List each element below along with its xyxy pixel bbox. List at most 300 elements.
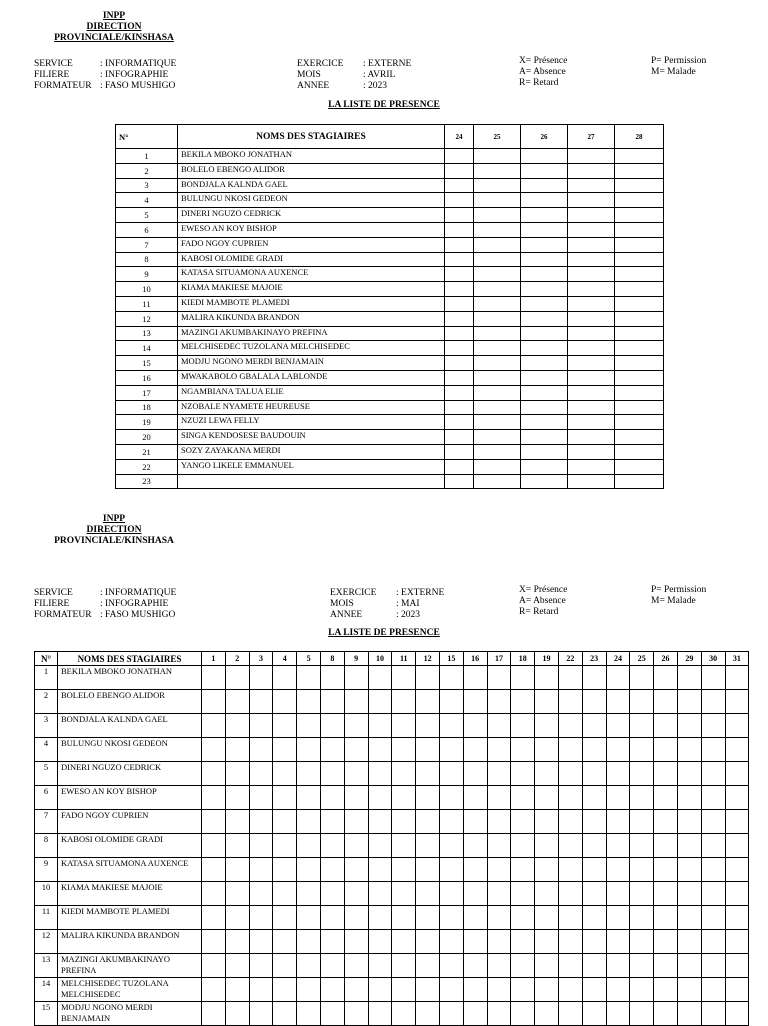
attendance-cell[interactable]	[568, 311, 615, 326]
attendance-cell[interactable]	[677, 882, 701, 906]
attendance-cell[interactable]	[273, 954, 297, 978]
attendance-cell[interactable]	[368, 906, 392, 930]
attendance-cell[interactable]	[445, 267, 474, 282]
attendance-cell[interactable]	[630, 666, 654, 690]
attendance-cell[interactable]	[511, 978, 535, 1002]
attendance-cell[interactable]	[558, 954, 582, 978]
attendance-cell[interactable]	[535, 906, 559, 930]
attendance-cell[interactable]	[225, 834, 249, 858]
attendance-cell[interactable]	[701, 858, 725, 882]
attendance-cell[interactable]	[568, 222, 615, 237]
attendance-cell[interactable]	[249, 930, 273, 954]
attendance-cell[interactable]	[606, 810, 630, 834]
attendance-cell[interactable]	[474, 296, 521, 311]
attendance-cell[interactable]	[416, 666, 440, 690]
attendance-cell[interactable]	[568, 356, 615, 371]
attendance-cell[interactable]	[701, 978, 725, 1002]
attendance-cell[interactable]	[701, 666, 725, 690]
attendance-cell[interactable]	[558, 786, 582, 810]
attendance-cell[interactable]	[568, 193, 615, 208]
attendance-cell[interactable]	[615, 415, 664, 430]
attendance-cell[interactable]	[368, 738, 392, 762]
attendance-cell[interactable]	[344, 882, 368, 906]
attendance-cell[interactable]	[558, 906, 582, 930]
attendance-cell[interactable]	[273, 858, 297, 882]
attendance-cell[interactable]	[474, 415, 521, 430]
attendance-cell[interactable]	[521, 222, 568, 237]
attendance-cell[interactable]	[606, 978, 630, 1002]
attendance-cell[interactable]	[535, 810, 559, 834]
attendance-cell[interactable]	[445, 356, 474, 371]
attendance-cell[interactable]	[368, 882, 392, 906]
attendance-cell[interactable]	[474, 237, 521, 252]
attendance-cell[interactable]	[463, 930, 487, 954]
attendance-cell[interactable]	[392, 978, 416, 1002]
attendance-cell[interactable]	[725, 762, 749, 786]
attendance-cell[interactable]	[416, 690, 440, 714]
attendance-cell[interactable]	[630, 906, 654, 930]
attendance-cell[interactable]	[202, 882, 226, 906]
attendance-cell[interactable]	[630, 690, 654, 714]
attendance-cell[interactable]	[368, 930, 392, 954]
attendance-cell[interactable]	[225, 666, 249, 690]
attendance-cell[interactable]	[273, 762, 297, 786]
attendance-cell[interactable]	[521, 430, 568, 445]
attendance-cell[interactable]	[344, 810, 368, 834]
attendance-cell[interactable]	[249, 978, 273, 1002]
attendance-cell[interactable]	[654, 714, 678, 738]
attendance-cell[interactable]	[320, 882, 344, 906]
attendance-cell[interactable]	[677, 810, 701, 834]
attendance-cell[interactable]	[677, 714, 701, 738]
attendance-cell[interactable]	[725, 738, 749, 762]
attendance-cell[interactable]	[320, 834, 344, 858]
attendance-cell[interactable]	[568, 370, 615, 385]
attendance-cell[interactable]	[487, 762, 511, 786]
attendance-cell[interactable]	[606, 786, 630, 810]
attendance-cell[interactable]	[568, 149, 615, 164]
attendance-cell[interactable]	[606, 690, 630, 714]
attendance-cell[interactable]	[521, 252, 568, 267]
attendance-cell[interactable]	[654, 882, 678, 906]
attendance-cell[interactable]	[392, 930, 416, 954]
attendance-cell[interactable]	[487, 666, 511, 690]
attendance-cell[interactable]	[630, 738, 654, 762]
attendance-cell[interactable]	[439, 882, 463, 906]
attendance-cell[interactable]	[225, 1002, 249, 1026]
attendance-cell[interactable]	[474, 222, 521, 237]
attendance-cell[interactable]	[474, 149, 521, 164]
attendance-cell[interactable]	[320, 906, 344, 930]
attendance-cell[interactable]	[297, 930, 321, 954]
attendance-cell[interactable]	[487, 954, 511, 978]
attendance-cell[interactable]	[439, 858, 463, 882]
attendance-cell[interactable]	[654, 690, 678, 714]
attendance-cell[interactable]	[568, 296, 615, 311]
attendance-cell[interactable]	[701, 714, 725, 738]
attendance-cell[interactable]	[701, 690, 725, 714]
attendance-cell[interactable]	[249, 666, 273, 690]
attendance-cell[interactable]	[511, 930, 535, 954]
attendance-cell[interactable]	[511, 786, 535, 810]
attendance-cell[interactable]	[630, 834, 654, 858]
attendance-cell[interactable]	[225, 810, 249, 834]
attendance-cell[interactable]	[344, 738, 368, 762]
attendance-cell[interactable]	[474, 163, 521, 178]
attendance-cell[interactable]	[568, 415, 615, 430]
attendance-cell[interactable]	[463, 1002, 487, 1026]
attendance-cell[interactable]	[511, 666, 535, 690]
attendance-cell[interactable]	[725, 810, 749, 834]
attendance-cell[interactable]	[392, 810, 416, 834]
attendance-cell[interactable]	[582, 930, 606, 954]
attendance-cell[interactable]	[568, 474, 615, 489]
attendance-cell[interactable]	[320, 690, 344, 714]
attendance-cell[interactable]	[474, 370, 521, 385]
attendance-cell[interactable]	[273, 930, 297, 954]
attendance-cell[interactable]	[615, 178, 664, 193]
attendance-cell[interactable]	[439, 1002, 463, 1026]
attendance-cell[interactable]	[725, 978, 749, 1002]
attendance-cell[interactable]	[474, 326, 521, 341]
attendance-cell[interactable]	[273, 810, 297, 834]
attendance-cell[interactable]	[297, 978, 321, 1002]
attendance-cell[interactable]	[582, 954, 606, 978]
attendance-cell[interactable]	[202, 954, 226, 978]
attendance-cell[interactable]	[416, 786, 440, 810]
attendance-cell[interactable]	[202, 738, 226, 762]
attendance-cell[interactable]	[416, 978, 440, 1002]
attendance-cell[interactable]	[297, 714, 321, 738]
attendance-cell[interactable]	[568, 208, 615, 223]
attendance-cell[interactable]	[249, 858, 273, 882]
attendance-cell[interactable]	[568, 267, 615, 282]
attendance-cell[interactable]	[630, 978, 654, 1002]
attendance-cell[interactable]	[630, 858, 654, 882]
attendance-cell[interactable]	[202, 930, 226, 954]
attendance-cell[interactable]	[445, 296, 474, 311]
attendance-cell[interactable]	[320, 954, 344, 978]
attendance-cell[interactable]	[487, 882, 511, 906]
attendance-cell[interactable]	[474, 430, 521, 445]
attendance-cell[interactable]	[297, 690, 321, 714]
attendance-cell[interactable]	[320, 714, 344, 738]
attendance-cell[interactable]	[558, 1002, 582, 1026]
attendance-cell[interactable]	[344, 834, 368, 858]
attendance-cell[interactable]	[558, 810, 582, 834]
attendance-cell[interactable]	[535, 690, 559, 714]
attendance-cell[interactable]	[320, 978, 344, 1002]
attendance-cell[interactable]	[392, 882, 416, 906]
attendance-cell[interactable]	[677, 762, 701, 786]
attendance-cell[interactable]	[416, 738, 440, 762]
attendance-cell[interactable]	[249, 834, 273, 858]
attendance-cell[interactable]	[474, 444, 521, 459]
attendance-cell[interactable]	[392, 954, 416, 978]
attendance-cell[interactable]	[297, 882, 321, 906]
attendance-cell[interactable]	[511, 690, 535, 714]
attendance-cell[interactable]	[297, 666, 321, 690]
attendance-cell[interactable]	[474, 208, 521, 223]
attendance-cell[interactable]	[654, 930, 678, 954]
attendance-cell[interactable]	[615, 430, 664, 445]
attendance-cell[interactable]	[521, 149, 568, 164]
attendance-cell[interactable]	[320, 666, 344, 690]
attendance-cell[interactable]	[225, 882, 249, 906]
attendance-cell[interactable]	[416, 810, 440, 834]
attendance-cell[interactable]	[535, 666, 559, 690]
attendance-cell[interactable]	[487, 690, 511, 714]
attendance-cell[interactable]	[615, 385, 664, 400]
attendance-cell[interactable]	[202, 786, 226, 810]
attendance-cell[interactable]	[416, 714, 440, 738]
attendance-cell[interactable]	[568, 430, 615, 445]
attendance-cell[interactable]	[463, 906, 487, 930]
attendance-cell[interactable]	[416, 858, 440, 882]
attendance-cell[interactable]	[521, 400, 568, 415]
attendance-cell[interactable]	[615, 267, 664, 282]
attendance-cell[interactable]	[615, 237, 664, 252]
attendance-cell[interactable]	[487, 930, 511, 954]
attendance-cell[interactable]	[615, 222, 664, 237]
attendance-cell[interactable]	[474, 459, 521, 474]
attendance-cell[interactable]	[249, 1002, 273, 1026]
attendance-cell[interactable]	[677, 666, 701, 690]
attendance-cell[interactable]	[297, 954, 321, 978]
attendance-cell[interactable]	[535, 978, 559, 1002]
attendance-cell[interactable]	[344, 786, 368, 810]
attendance-cell[interactable]	[677, 690, 701, 714]
attendance-cell[interactable]	[582, 810, 606, 834]
attendance-cell[interactable]	[474, 356, 521, 371]
attendance-cell[interactable]	[439, 810, 463, 834]
attendance-cell[interactable]	[320, 762, 344, 786]
attendance-cell[interactable]	[297, 810, 321, 834]
attendance-cell[interactable]	[344, 906, 368, 930]
attendance-cell[interactable]	[392, 1002, 416, 1026]
attendance-cell[interactable]	[511, 738, 535, 762]
attendance-cell[interactable]	[487, 810, 511, 834]
attendance-cell[interactable]	[606, 906, 630, 930]
attendance-cell[interactable]	[273, 738, 297, 762]
attendance-cell[interactable]	[606, 954, 630, 978]
attendance-cell[interactable]	[344, 1002, 368, 1026]
attendance-cell[interactable]	[392, 762, 416, 786]
attendance-cell[interactable]	[445, 311, 474, 326]
attendance-cell[interactable]	[521, 444, 568, 459]
attendance-cell[interactable]	[273, 1002, 297, 1026]
attendance-cell[interactable]	[297, 858, 321, 882]
attendance-cell[interactable]	[535, 738, 559, 762]
attendance-cell[interactable]	[521, 208, 568, 223]
attendance-cell[interactable]	[615, 311, 664, 326]
attendance-cell[interactable]	[511, 810, 535, 834]
attendance-cell[interactable]	[392, 858, 416, 882]
attendance-cell[interactable]	[474, 341, 521, 356]
attendance-cell[interactable]	[368, 978, 392, 1002]
attendance-cell[interactable]	[445, 326, 474, 341]
attendance-cell[interactable]	[202, 858, 226, 882]
attendance-cell[interactable]	[725, 1002, 749, 1026]
attendance-cell[interactable]	[445, 341, 474, 356]
attendance-cell[interactable]	[606, 714, 630, 738]
attendance-cell[interactable]	[606, 762, 630, 786]
attendance-cell[interactable]	[582, 714, 606, 738]
attendance-cell[interactable]	[558, 714, 582, 738]
attendance-cell[interactable]	[487, 858, 511, 882]
attendance-cell[interactable]	[521, 282, 568, 297]
attendance-cell[interactable]	[439, 690, 463, 714]
attendance-cell[interactable]	[202, 978, 226, 1002]
attendance-cell[interactable]	[344, 690, 368, 714]
attendance-cell[interactable]	[615, 208, 664, 223]
attendance-cell[interactable]	[368, 810, 392, 834]
attendance-cell[interactable]	[677, 978, 701, 1002]
attendance-cell[interactable]	[445, 163, 474, 178]
attendance-cell[interactable]	[558, 738, 582, 762]
attendance-cell[interactable]	[535, 762, 559, 786]
attendance-cell[interactable]	[725, 882, 749, 906]
attendance-cell[interactable]	[463, 858, 487, 882]
attendance-cell[interactable]	[558, 666, 582, 690]
attendance-cell[interactable]	[630, 954, 654, 978]
attendance-cell[interactable]	[615, 252, 664, 267]
attendance-cell[interactable]	[615, 459, 664, 474]
attendance-cell[interactable]	[568, 400, 615, 415]
attendance-cell[interactable]	[225, 714, 249, 738]
attendance-cell[interactable]	[439, 666, 463, 690]
attendance-cell[interactable]	[273, 666, 297, 690]
attendance-cell[interactable]	[474, 267, 521, 282]
attendance-cell[interactable]	[677, 786, 701, 810]
attendance-cell[interactable]	[445, 459, 474, 474]
attendance-cell[interactable]	[630, 762, 654, 786]
attendance-cell[interactable]	[725, 930, 749, 954]
attendance-cell[interactable]	[445, 400, 474, 415]
attendance-cell[interactable]	[654, 834, 678, 858]
attendance-cell[interactable]	[249, 906, 273, 930]
attendance-cell[interactable]	[521, 370, 568, 385]
attendance-cell[interactable]	[654, 906, 678, 930]
attendance-cell[interactable]	[225, 762, 249, 786]
attendance-cell[interactable]	[535, 930, 559, 954]
attendance-cell[interactable]	[582, 762, 606, 786]
attendance-cell[interactable]	[558, 858, 582, 882]
attendance-cell[interactable]	[568, 459, 615, 474]
attendance-cell[interactable]	[344, 930, 368, 954]
attendance-cell[interactable]	[654, 810, 678, 834]
attendance-cell[interactable]	[568, 282, 615, 297]
attendance-cell[interactable]	[677, 954, 701, 978]
attendance-cell[interactable]	[445, 474, 474, 489]
attendance-cell[interactable]	[521, 296, 568, 311]
attendance-cell[interactable]	[615, 444, 664, 459]
attendance-cell[interactable]	[474, 311, 521, 326]
attendance-cell[interactable]	[558, 762, 582, 786]
attendance-cell[interactable]	[445, 222, 474, 237]
attendance-cell[interactable]	[630, 930, 654, 954]
attendance-cell[interactable]	[615, 326, 664, 341]
attendance-cell[interactable]	[487, 978, 511, 1002]
attendance-cell[interactable]	[445, 415, 474, 430]
attendance-cell[interactable]	[615, 193, 664, 208]
attendance-cell[interactable]	[511, 858, 535, 882]
attendance-cell[interactable]	[615, 282, 664, 297]
attendance-cell[interactable]	[439, 714, 463, 738]
attendance-cell[interactable]	[677, 906, 701, 930]
attendance-cell[interactable]	[654, 954, 678, 978]
attendance-cell[interactable]	[344, 762, 368, 786]
attendance-cell[interactable]	[368, 954, 392, 978]
attendance-cell[interactable]	[654, 1002, 678, 1026]
attendance-cell[interactable]	[568, 252, 615, 267]
attendance-cell[interactable]	[582, 1002, 606, 1026]
attendance-cell[interactable]	[273, 690, 297, 714]
attendance-cell[interactable]	[511, 906, 535, 930]
attendance-cell[interactable]	[445, 370, 474, 385]
attendance-cell[interactable]	[202, 810, 226, 834]
attendance-cell[interactable]	[725, 786, 749, 810]
attendance-cell[interactable]	[463, 882, 487, 906]
attendance-cell[interactable]	[677, 930, 701, 954]
attendance-cell[interactable]	[654, 786, 678, 810]
attendance-cell[interactable]	[630, 786, 654, 810]
attendance-cell[interactable]	[521, 341, 568, 356]
attendance-cell[interactable]	[320, 738, 344, 762]
attendance-cell[interactable]	[615, 149, 664, 164]
attendance-cell[interactable]	[225, 858, 249, 882]
attendance-cell[interactable]	[630, 714, 654, 738]
attendance-cell[interactable]	[511, 954, 535, 978]
attendance-cell[interactable]	[568, 163, 615, 178]
attendance-cell[interactable]	[463, 786, 487, 810]
attendance-cell[interactable]	[487, 714, 511, 738]
attendance-cell[interactable]	[677, 858, 701, 882]
attendance-cell[interactable]	[344, 978, 368, 1002]
attendance-cell[interactable]	[273, 906, 297, 930]
attendance-cell[interactable]	[725, 858, 749, 882]
attendance-cell[interactable]	[463, 954, 487, 978]
attendance-cell[interactable]	[463, 978, 487, 1002]
attendance-cell[interactable]	[368, 786, 392, 810]
attendance-cell[interactable]	[582, 690, 606, 714]
attendance-cell[interactable]	[630, 882, 654, 906]
attendance-cell[interactable]	[297, 1002, 321, 1026]
attendance-cell[interactable]	[535, 858, 559, 882]
attendance-cell[interactable]	[225, 978, 249, 1002]
attendance-cell[interactable]	[344, 714, 368, 738]
attendance-cell[interactable]	[416, 930, 440, 954]
attendance-cell[interactable]	[416, 834, 440, 858]
attendance-cell[interactable]	[297, 906, 321, 930]
attendance-cell[interactable]	[297, 762, 321, 786]
attendance-cell[interactable]	[568, 326, 615, 341]
attendance-cell[interactable]	[225, 906, 249, 930]
attendance-cell[interactable]	[701, 834, 725, 858]
attendance-cell[interactable]	[474, 178, 521, 193]
attendance-cell[interactable]	[320, 930, 344, 954]
attendance-cell[interactable]	[521, 311, 568, 326]
attendance-cell[interactable]	[511, 834, 535, 858]
attendance-cell[interactable]	[474, 400, 521, 415]
attendance-cell[interactable]	[439, 930, 463, 954]
attendance-cell[interactable]	[725, 690, 749, 714]
attendance-cell[interactable]	[606, 738, 630, 762]
attendance-cell[interactable]	[225, 954, 249, 978]
attendance-cell[interactable]	[606, 858, 630, 882]
attendance-cell[interactable]	[344, 954, 368, 978]
attendance-cell[interactable]	[225, 786, 249, 810]
